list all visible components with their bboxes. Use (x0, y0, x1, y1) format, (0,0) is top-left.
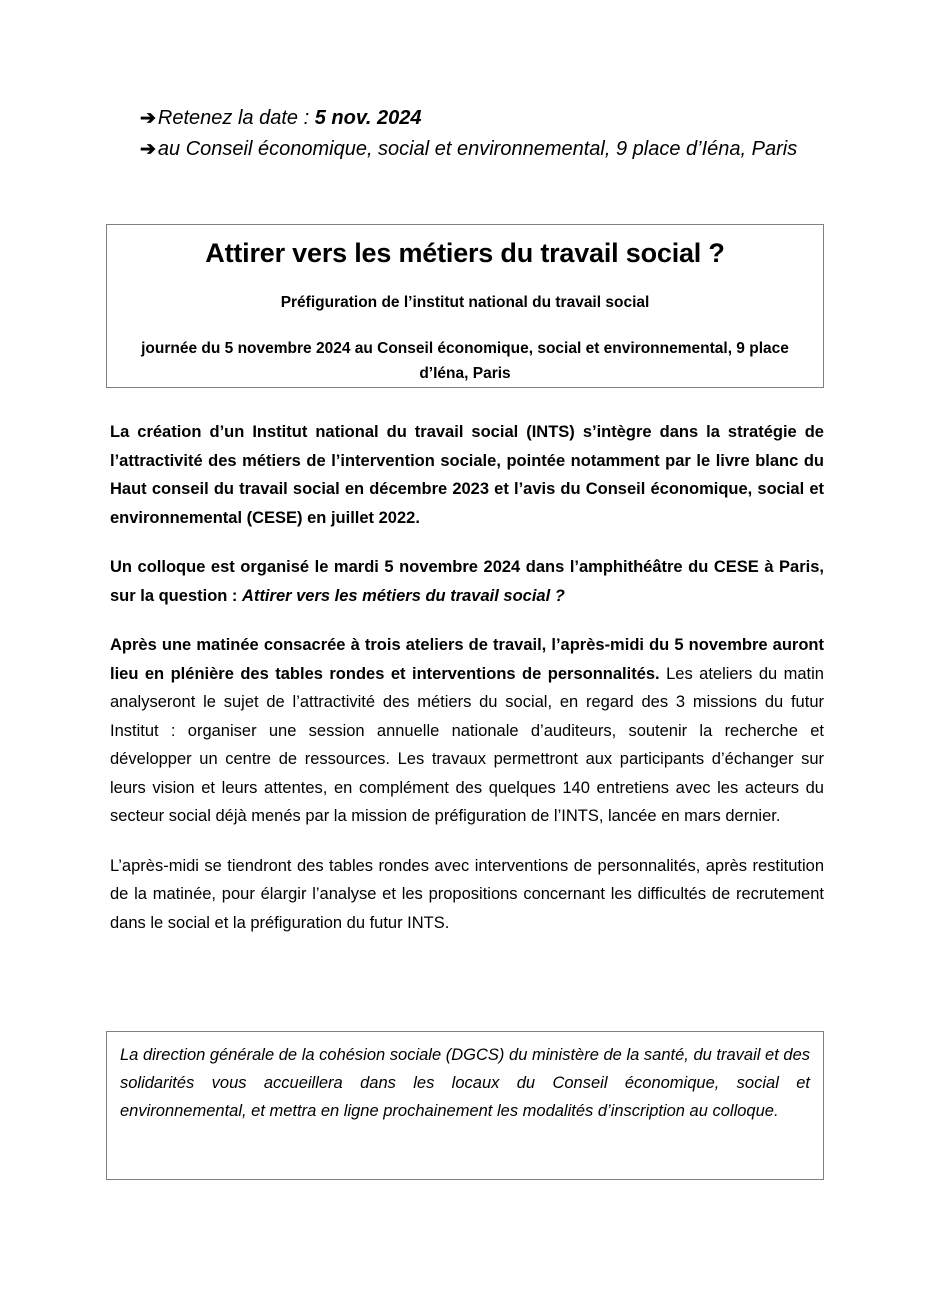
paragraph-programme-lead: Après une matinée consacrée à trois ateliers de travail, l’après-midi du 5 novembre auront lieu en plénière des tables rondes et interventions de personnalités. (110, 636, 824, 683)
header-bullet-item-date (110, 104, 826, 133)
paragraph-intro: La création d’un Institut national du travail social (INTS) s’intègre dans la stratégie de l’attractivité des métiers de l’intervention sociale, pointée notamment par le livre blanc du Haut conseil du travail social en décembre 2023 et l’avis du Conseil économique, social et environnemental (CESE) en juillet 2022. (110, 423, 824, 527)
header-bullet-list (110, 104, 826, 164)
header-date-prefix: Retenez la date : (157, 107, 315, 129)
paragraph-programme (110, 631, 824, 831)
header-bullet-item-venue (110, 135, 826, 164)
paragraph-colloque-question: Attirer vers les métiers du travail social ? (242, 586, 565, 605)
footer-note-text: La direction générale de la cohésion sociale (DGCS) du ministère de la santé, du travail et des solidarités vous accueillera dans les locaux du Conseil économique, social et environnemental, et mettra en ligne prochainement les modalités d’inscription au colloque. (120, 1046, 810, 1120)
header-venue-line: au Conseil économique, social et environnemental, 9 place d’Iéna, Paris (157, 138, 798, 160)
footer-note-box (106, 1031, 824, 1180)
title-box (106, 224, 824, 388)
paragraph-colloque-lead: Un colloque est organisé le mardi 5 novembre 2024 dans l’amphithéâtre du CESE à Paris, sur la question : (110, 558, 824, 605)
paragraph-colloque (110, 553, 824, 610)
arrow-right-icon: ➔ (140, 108, 156, 129)
event-details: journée du 5 novembre 2024 au Conseil économique, social et environnemental, 9 place d’Iéna, Paris (141, 340, 789, 382)
header-date-line (158, 104, 826, 133)
body-content (110, 418, 824, 958)
header-date-value: 5 nov. 2024 (314, 107, 422, 129)
page-subtitle: Préfiguration de l’institut national du travail social (280, 294, 650, 311)
arrow-right-icon: ➔ (140, 139, 156, 160)
paragraph-apres-midi: L’après-midi se tiendront des tables rondes avec interventions de personnalités, après restitution de la matinée, pour élargir l’analyse et les propositions concernant les difficultés de recrutement dans le social et la préfiguration du futur INTS. (110, 856, 824, 932)
page-title: Attirer vers les métiers du travail social ? (205, 238, 725, 268)
paragraph-programme-rest: Les ateliers du matin analyseront le sujet de l’attractivité des métiers du social, en regard des 3 missions du futur Institut : organiser une session annuelle nationale d’auditeurs, soutenir la recherche et développer un centre de ressources. Les travaux permettront aux participants d’échanger sur leurs vision et leurs attentes, en complément des quelques 140 entretiens avec les acteurs du secteur social déjà menés par la mission de préfiguration de l’INTS, lancée en mars dernier. (110, 664, 824, 825)
